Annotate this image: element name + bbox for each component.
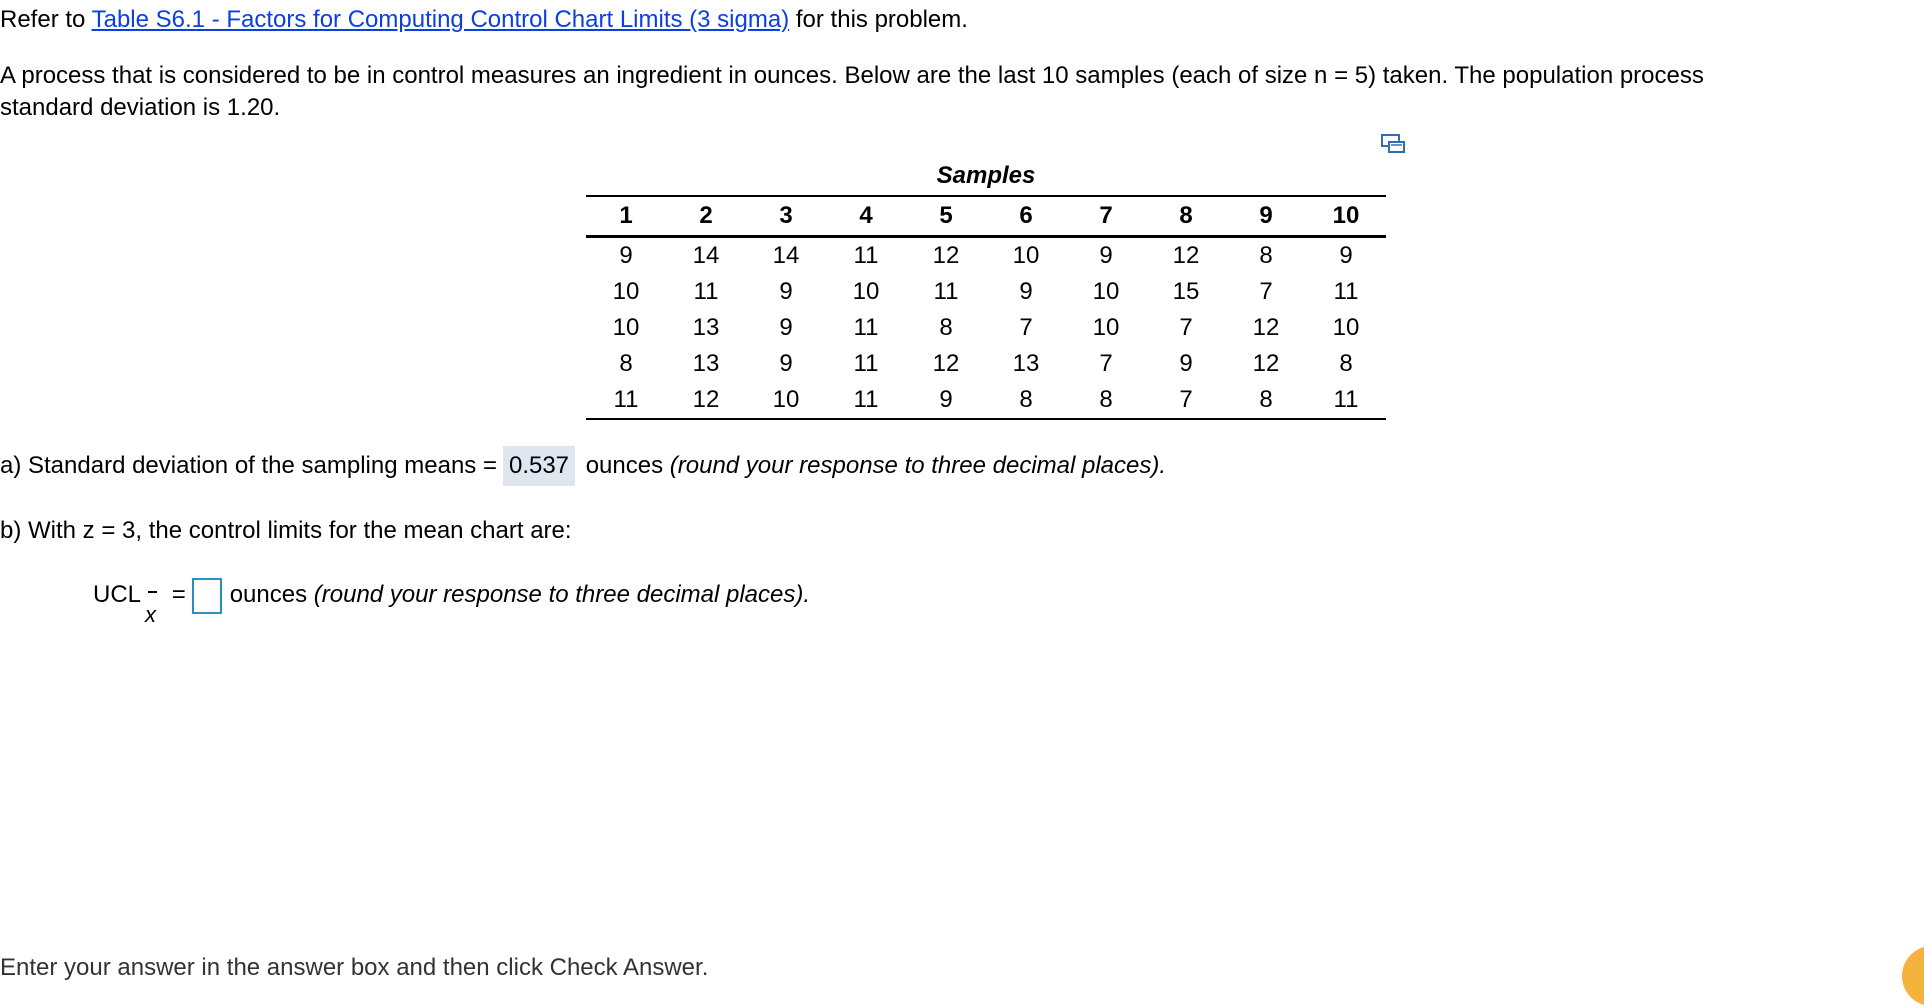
table-cell: 11 <box>853 314 879 341</box>
table-cell: 10 <box>612 314 640 341</box>
sample-header: 4 <box>859 202 873 229</box>
table-cell: 7 <box>1259 278 1273 305</box>
table-cell: 9 <box>939 386 953 413</box>
table-cell: 11 <box>853 242 879 269</box>
table-cell: 12 <box>1252 314 1280 341</box>
table-cell: 8 <box>1019 386 1033 413</box>
table-cell: 11 <box>933 278 959 305</box>
part-a-hint: (round your response to three decimal places). <box>669 452 1167 479</box>
part-a-label: a) Standard deviation of the sampling means = <box>0 452 497 479</box>
table-row <box>586 382 1386 419</box>
sample-header: 8 <box>1179 202 1193 229</box>
samples-header-row <box>586 196 1386 237</box>
table-cell: 7 <box>1179 386 1193 413</box>
table-cell: 11 <box>613 386 639 413</box>
table-row <box>586 346 1386 382</box>
table-cell: 8 <box>619 350 633 377</box>
table-cell: 13 <box>692 314 720 341</box>
table-cell: 12 <box>692 386 720 413</box>
intro-suffix: for this problem. <box>789 6 968 33</box>
table-cell: 10 <box>1332 314 1360 341</box>
part-a-line <box>0 446 1166 486</box>
table-cell: 7 <box>1099 350 1113 377</box>
ucl-label-text: UCL <box>93 581 142 608</box>
table-cell: 9 <box>779 278 793 305</box>
table-cell: 9 <box>1099 242 1113 269</box>
sample-header: 2 <box>699 202 713 229</box>
table-cell: 14 <box>692 242 720 269</box>
table-cell: 8 <box>939 314 953 341</box>
table-cell: 10 <box>1092 314 1120 341</box>
table-cell: 10 <box>852 278 880 305</box>
ucl-row <box>93 575 811 627</box>
table-cell: 10 <box>612 278 640 305</box>
problem-line-2: standard deviation is 1.20. <box>0 94 281 121</box>
problem-line-1: A process that is considered to be in control measures an ingredient in ounces. Below are the last 10 samples (each of size n = 5) taken. The population process <box>0 62 1704 89</box>
table-cell: 13 <box>1012 350 1040 377</box>
table-cell: 9 <box>779 350 793 377</box>
intro-line <box>0 4 968 36</box>
table-cell: 8 <box>1259 386 1273 413</box>
table-cell: 15 <box>1172 278 1200 305</box>
samples-caption: Samples <box>936 162 1036 189</box>
table-row <box>586 237 1386 275</box>
table-cell: 9 <box>779 314 793 341</box>
part-a-answer[interactable]: 0.537 <box>503 446 575 486</box>
table-cell: 11 <box>693 278 719 305</box>
table-cell: 11 <box>1333 278 1359 305</box>
footer-instruction: Enter your answer in the answer box and then click Check Answer. <box>0 954 709 981</box>
expand-data-icon[interactable] <box>1380 132 1406 156</box>
help-button[interactable] <box>1902 946 1924 1006</box>
samples-table <box>586 195 1386 420</box>
factors-table-link[interactable]: Table S6.1 - Factors for Computing Control Chart Limits (3 sigma) <box>91 6 790 33</box>
sample-header: 5 <box>939 202 953 229</box>
ucl-label <box>93 581 156 627</box>
table-cell: 10 <box>772 386 800 413</box>
table-cell: 12 <box>932 350 960 377</box>
table-cell: 8 <box>1339 350 1353 377</box>
ucl-input[interactable] <box>192 578 222 614</box>
part-b-label: b) With z = 3, the control limits for the mean chart are: <box>0 517 572 544</box>
table-cell: 10 <box>1012 242 1040 269</box>
table-cell: 9 <box>1179 350 1193 377</box>
sample-header: 6 <box>1019 202 1033 229</box>
ucl-unit: ounces <box>229 581 308 608</box>
table-cell: 14 <box>772 242 800 269</box>
sample-header: 1 <box>619 202 633 229</box>
table-cell: 12 <box>932 242 960 269</box>
sample-header: 7 <box>1099 202 1113 229</box>
ucl-equals: = <box>171 581 186 608</box>
sample-header: 9 <box>1259 202 1273 229</box>
sample-header: 3 <box>779 202 793 229</box>
table-cell: 8 <box>1099 386 1113 413</box>
table-cell: 11 <box>853 350 879 377</box>
sample-header: 10 <box>1332 202 1360 229</box>
table-cell: 7 <box>1179 314 1193 341</box>
table-cell: 11 <box>1333 386 1359 413</box>
intro-prefix: Refer to <box>0 6 92 33</box>
table-cell: 7 <box>1019 314 1033 341</box>
table-row <box>586 274 1386 310</box>
ucl-hint: (round your response to three decimal places). <box>313 581 811 608</box>
table-cell: 13 <box>692 350 720 377</box>
table-cell: 12 <box>1252 350 1280 377</box>
table-cell: 12 <box>1172 242 1200 269</box>
x-bar-subscript: x <box>145 595 156 635</box>
table-cell: 8 <box>1259 242 1273 269</box>
table-cell: 9 <box>1339 242 1353 269</box>
part-a-unit: ounces <box>585 452 664 479</box>
table-cell: 11 <box>853 386 879 413</box>
table-cell: 9 <box>619 242 633 269</box>
table-row <box>586 310 1386 346</box>
table-cell: 10 <box>1092 278 1120 305</box>
table-cell: 9 <box>1019 278 1033 305</box>
